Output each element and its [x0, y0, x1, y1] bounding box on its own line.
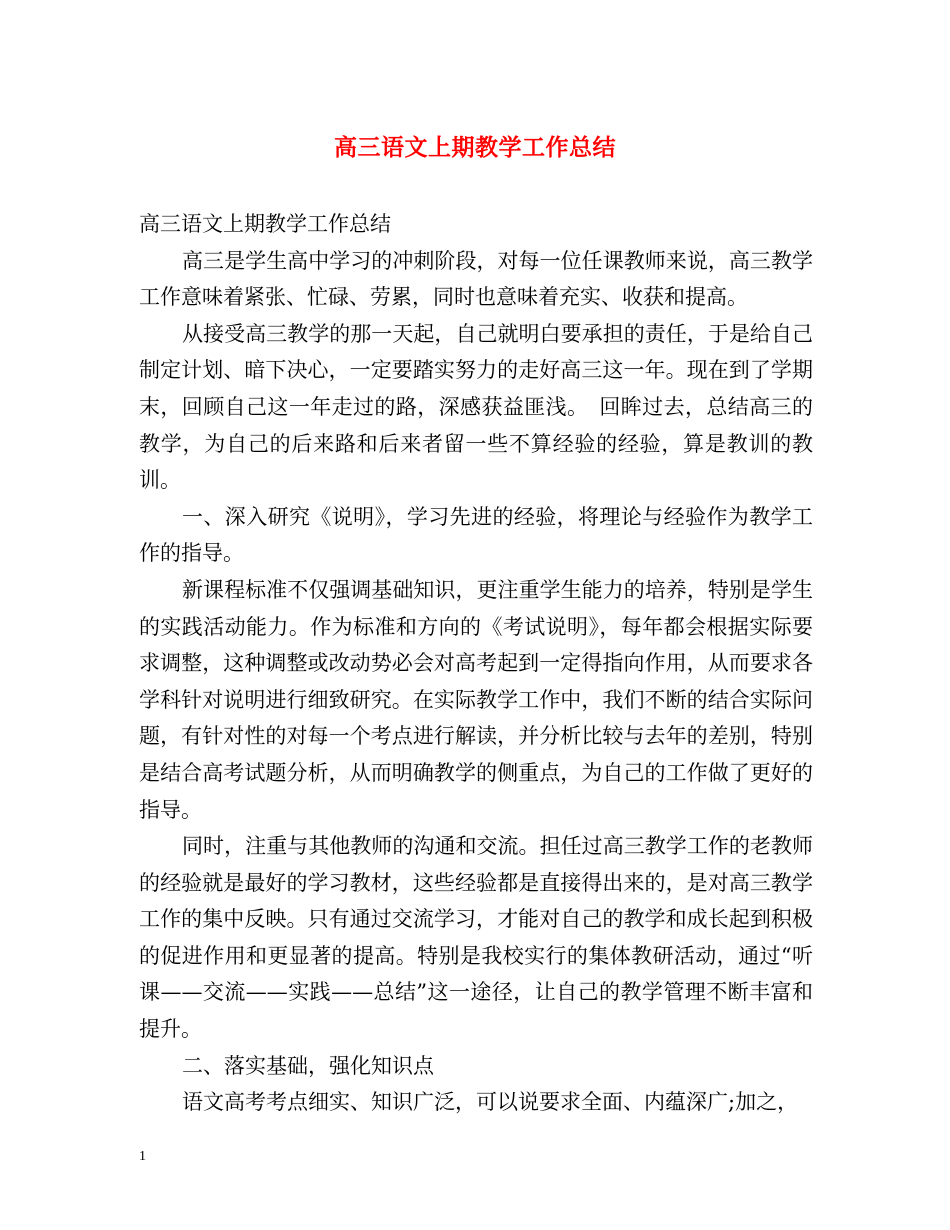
document-title: 高三语文上期教学工作总结 — [334, 135, 616, 161]
document-body — [139, 206, 813, 1121]
body-paragraph: 语文高考考点细实、知识广泛，可以说要求全面、内蕴深广;加之， — [182, 1090, 799, 1115]
page-number: 1 — [139, 1149, 146, 1164]
section-heading-2: 二、落实基础，强化知识点 — [182, 1053, 434, 1078]
body-paragraph: 同时，注重与其他教师的沟通和交流。担任过高三教学工作的老教师的经验就是最好的学习教材，这些经验都是直接得出来的，是对高三教学工作的集中反映。只有通过交流学习，才能对自己的教学和成长起到积极的促进作用和更显著的提高。特别是我校实行的集体教研活动，通过“听课——交流——实践——总结”这一途径，让自己的教学管理不断丰富和提升。 — [139, 834, 813, 1042]
body-paragraph: 从接受高三教学的那一天起，自己就明白要承担的责任，于是给自己制定计划、暗下决心，一定要踏实努力的走好高三这一年。现在到了学期末，回顾自己这一年走过的路，深感获益匪浅。 回眸过去，总结高三的教学，为自己的后来路和后来者留一些不算经验的经验，算是教训的教训。 — [139, 321, 813, 493]
section-heading-1: 一、深入研究《说明》，学习先进的经验，将理论与经验作为教学工作的指导。 — [139, 504, 813, 566]
body-paragraph: 高三是学生高中学习的冲刺阶段，对每一位任课教师来说，高三教学工作意味着紧张、忙碌、劳累，同时也意味着充实、收获和提高。 — [139, 248, 813, 310]
subtitle-paragraph: 高三语文上期教学工作总结 — [139, 212, 391, 236]
body-paragraph: 新课程标准不仅强调基础知识，更注重学生能力的培养，特别是学生的实践活动能力。作为标准和方向的《考试说明》，每年都会根据实际要求调整，这种调整或改动势必会对高考起到一定得指向作用，从而要求各学科针对说明进行细致研究。在实际教学工作中，我们不断的结合实际问题，有针对性的对每一个考点进行解读，并分析比较与去年的差别，特别是结合高考试题分析，从而明确教学的侧重点，为自己的工作做了更好的指导。 — [139, 577, 813, 822]
